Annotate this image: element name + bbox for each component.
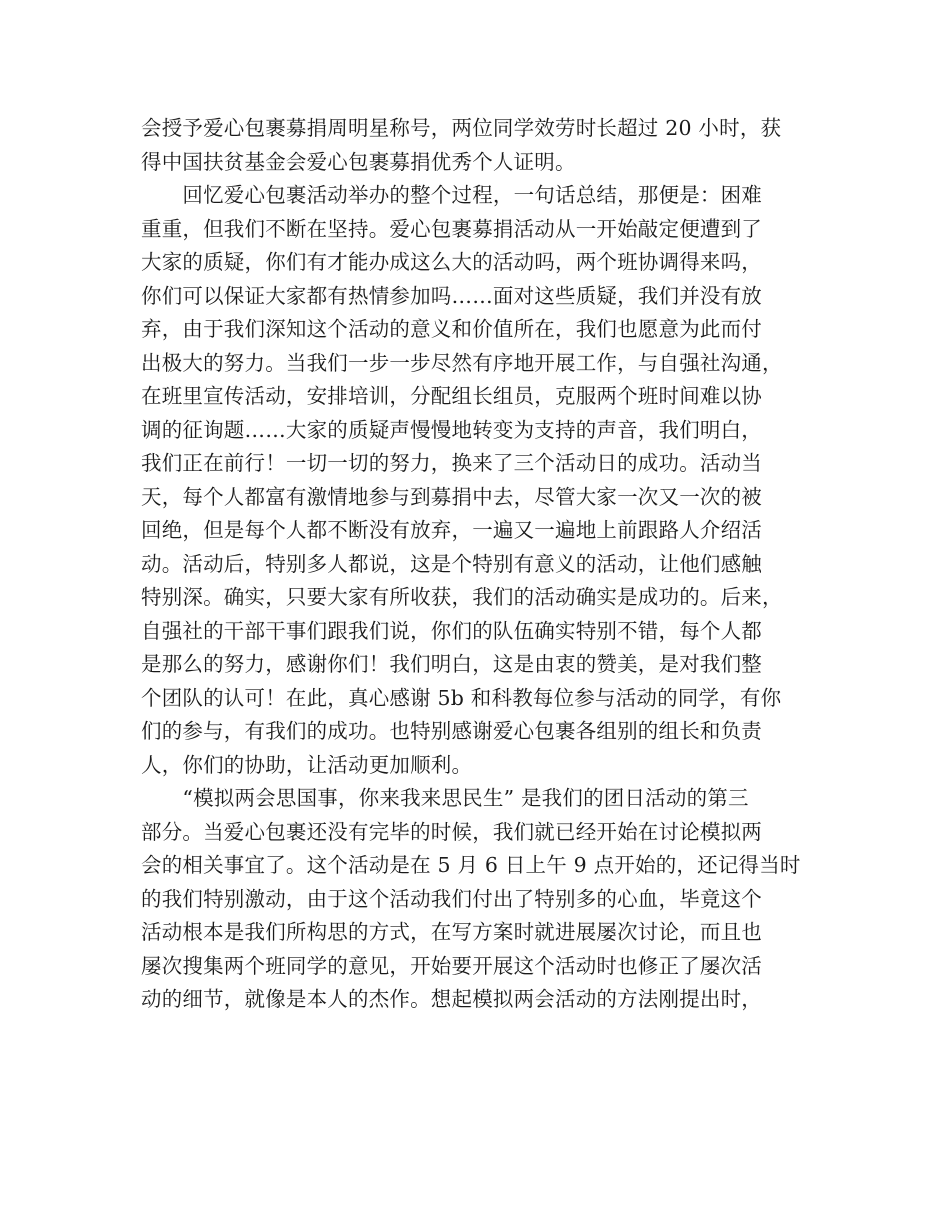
text-line: “模拟两会思国事，你来我来思民生” 是我们的团日活动的第三: [141, 786, 749, 810]
text-line: 特别深。确实，只要大家有所收获，我们的活动确实是成功的。后来，: [141, 585, 783, 609]
text-line: 动。活动后，特别多人都说，这是个特别有意义的活动，让他们感触: [141, 551, 762, 576]
text-line: 的我们特别激动，由于这个活动我们付出了特别多的心血，毕竟这个: [141, 886, 762, 911]
text-line: 出极大的努力。当我们一步一步尽然有序地开展工作，与自强社沟通，: [141, 350, 783, 375]
text-line: 人，你们的协助，让活动更加顺利。: [141, 752, 473, 777]
text-line: 天，每个人都富有激情地参与到募捐中去，尽管大家一次又一次的被: [141, 484, 762, 509]
text-line: 会授予爱心包裹募捐周明星称号，两位同学效劳时长超过 20 小时，获: [141, 116, 782, 140]
text-line: 大家的质疑，你们有才能办成这么大的活动吗，两个班协调得来吗，: [141, 250, 762, 274]
text-line: 调的征询题……大家的质疑声慢慢地转变为支持的声音，我们明白，: [141, 417, 762, 442]
text-line: 在班里宣传活动，安排培训，分配组长组员，克服两个班时间难以协: [141, 384, 762, 408]
text-line: 是那么的努力，感谢你们！我们明白，这是由衷的赞美，是对我们整: [141, 652, 762, 676]
text-line: 动的细节，就像是本人的杰作。想起模拟两会活动的方法刚提出时，: [141, 987, 762, 1011]
text-line: 会的相关事宜了。这个活动是在 5 月 6 日上午 9 点开始的，还记得当时: [141, 853, 801, 877]
text-line: 部分。当爱心包裹还没有完毕的时候，我们就已经开始在讨论模拟两: [141, 819, 762, 844]
text-line: 自强社的干部干事们跟我们说，你们的队伍确实特别不错，每个人都: [141, 618, 762, 643]
text-line: 我们正在前行！一切一切的努力，换来了三个活动日的成功。活动当: [141, 451, 762, 475]
text-line: 得中国扶贫基金会爱心包裹募捐优秀个人证明。: [141, 149, 576, 174]
text-line: 重重，但我们不断在坚持。爱心包裹募捐活动从一开始敲定便遭到了: [141, 216, 762, 241]
text-line: 你们可以保证大家都有热情参加吗……面对这些质疑，我们并没有放: [141, 283, 762, 308]
text-line: 活动根本是我们所构思的方式，在写方案时就进展屡次讨论，而且也: [141, 920, 762, 944]
body-text: [141, 112, 821, 1017]
text-line: 们的参与，有我们的成功。也特别感谢爱心包裹各组别的组长和负责: [141, 719, 762, 743]
text-line: 回绝，但是每个人都不断没有放弃，一遍又一遍地上前跟路人介绍活: [141, 518, 762, 542]
text-line: 屡次搜集两个班同学的意见，开始要开展这个活动时也修正了屡次活: [141, 953, 762, 978]
text-line: 回忆爱心包裹活动举办的整个过程，一句话总结，那便是：困难: [141, 183, 762, 207]
text-line: 个团队的认可！在此，真心感谢 5b 和科教每位参与活动的同学，有你: [141, 685, 782, 710]
text-line: 弃，由于我们深知这个活动的意义和价值所在，我们也愿意为此而付: [141, 317, 762, 341]
